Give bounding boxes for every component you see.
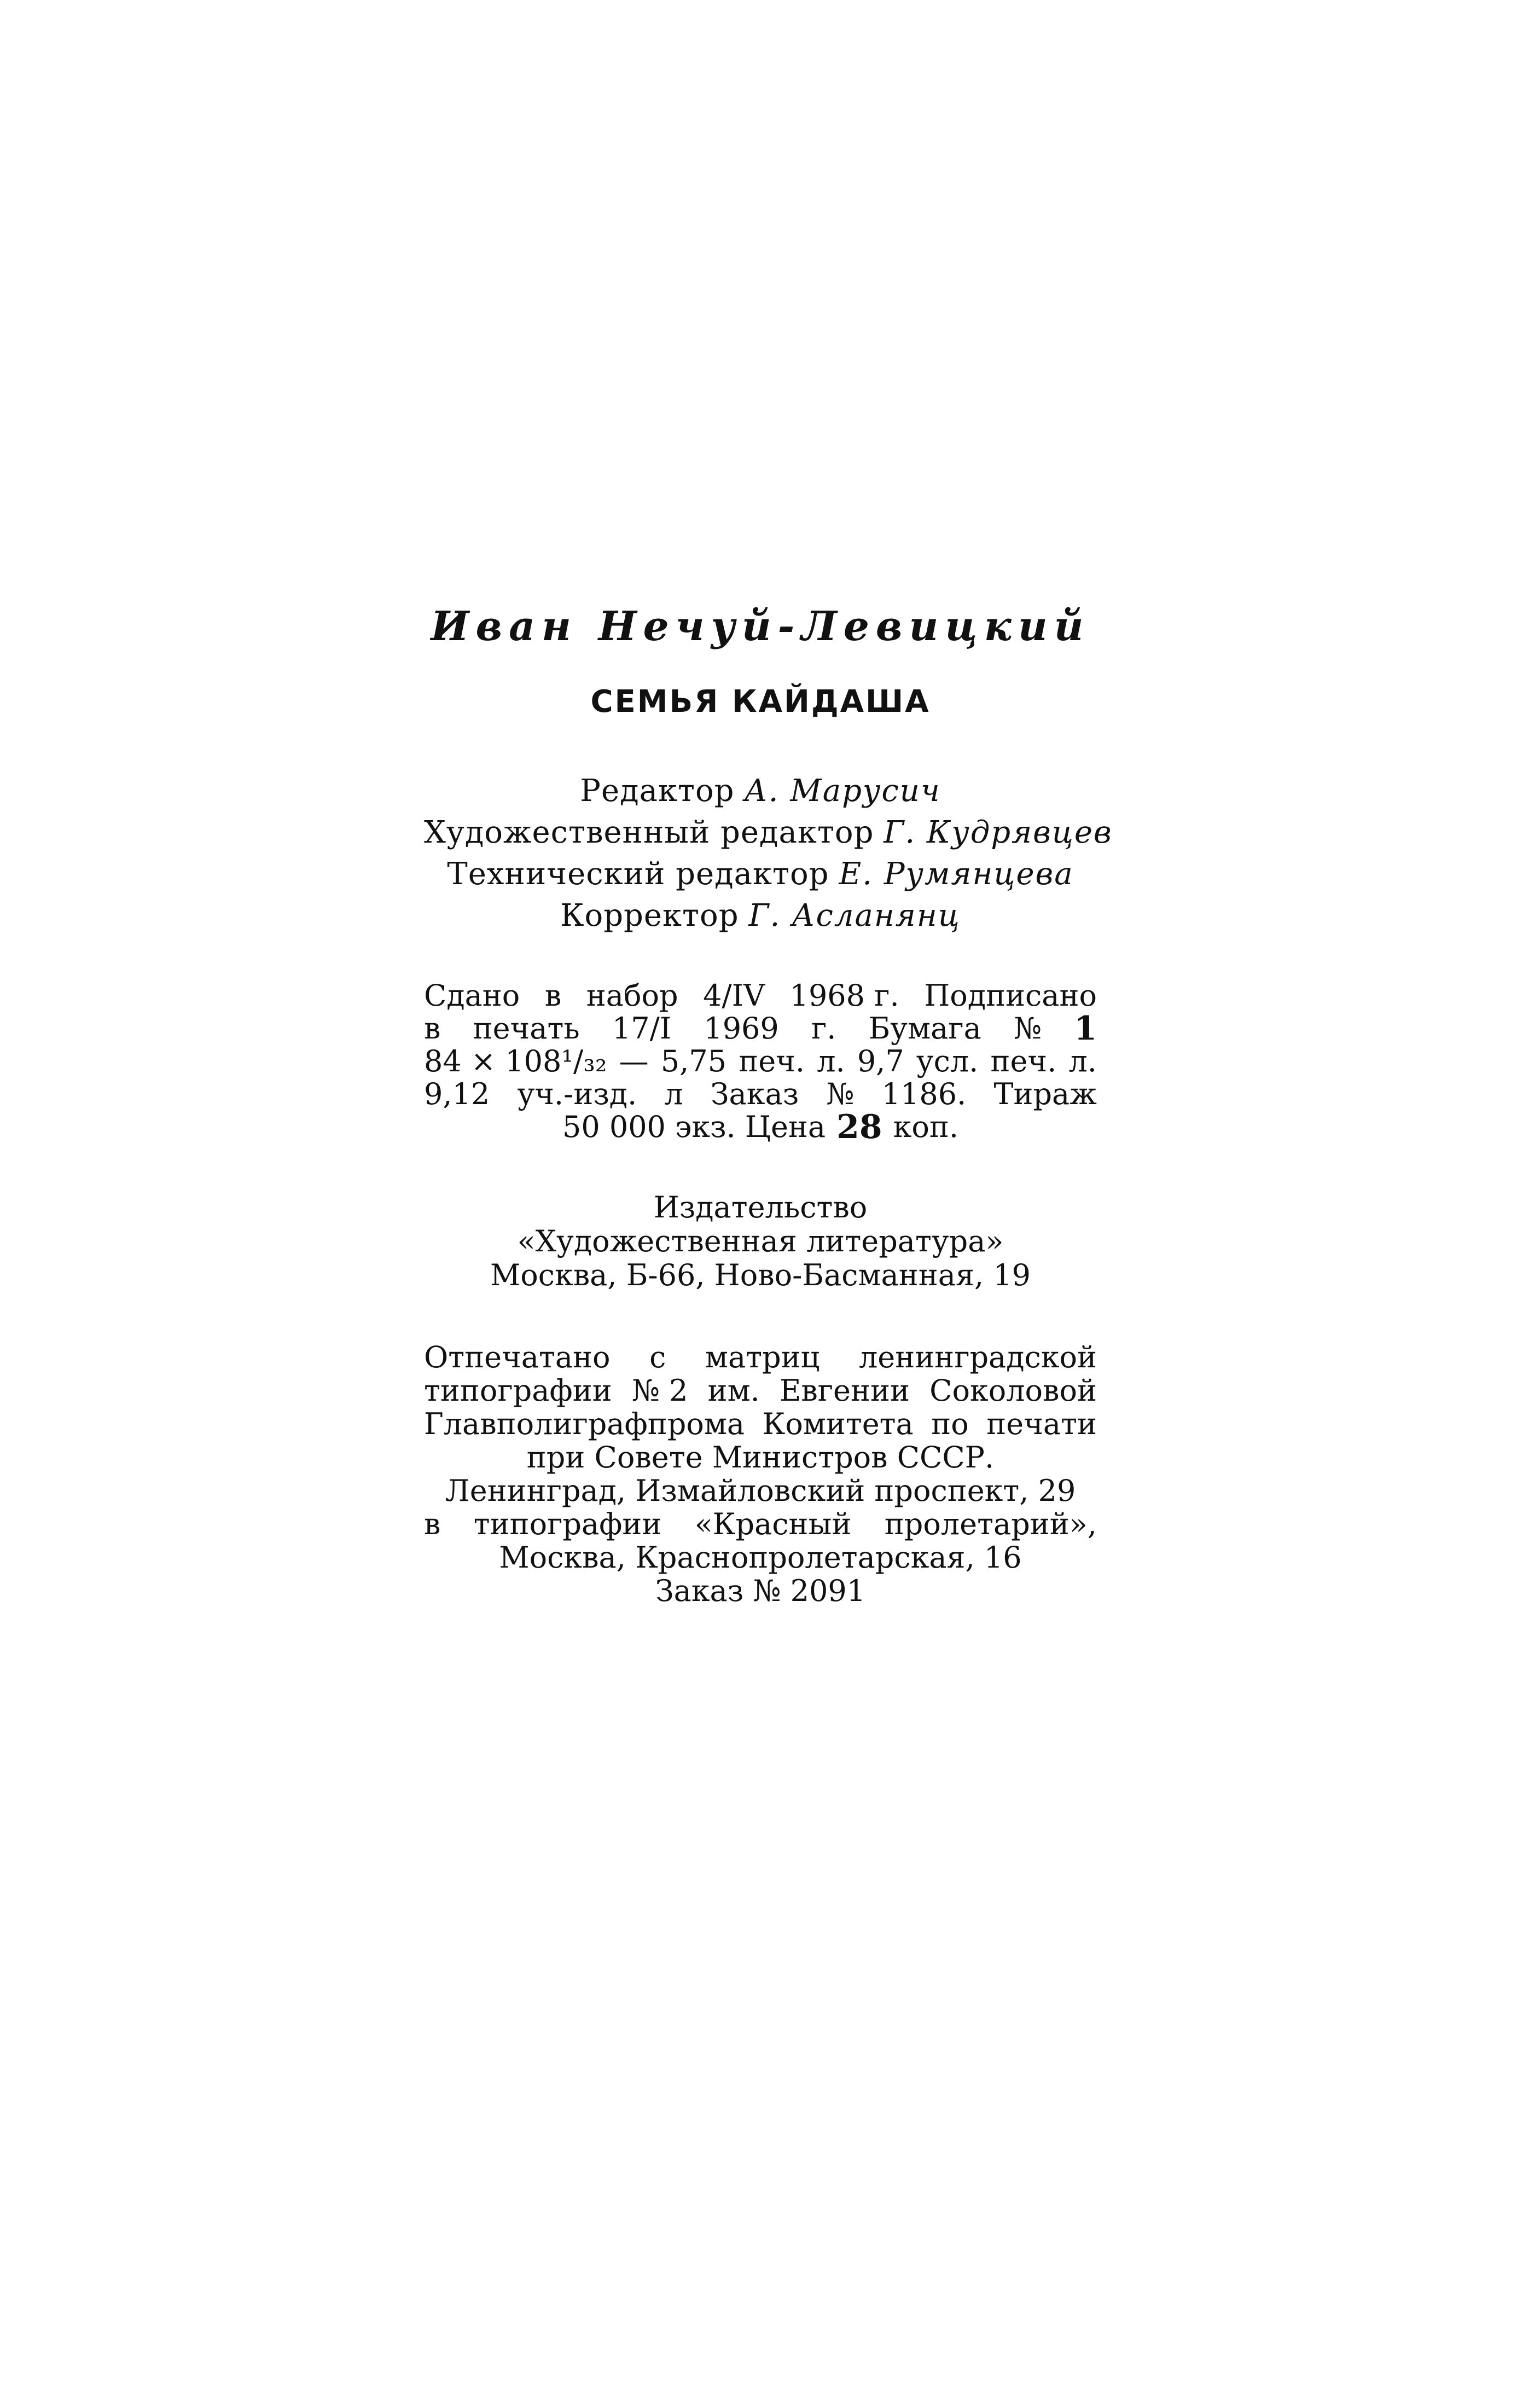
- printing-line-4: при Совете Министров СССР.: [526, 1440, 995, 1475]
- spec-word: в: [544, 978, 562, 1013]
- specs-line-5: [424, 1108, 1097, 1146]
- printing-word: ленинградской: [858, 1340, 1097, 1374]
- specs-line-4: [424, 1078, 1097, 1111]
- spec-text: коп.: [893, 1110, 959, 1144]
- credit-person: Е. Румянцева: [839, 856, 1074, 892]
- spec-word: л: [664, 1077, 683, 1111]
- spec-word: 9,7: [857, 1044, 904, 1078]
- printing-word: печати: [986, 1407, 1097, 1441]
- spec-word: 5,75: [660, 1044, 727, 1078]
- publisher-label: Издательство: [653, 1190, 868, 1225]
- spec-word: набор: [586, 978, 678, 1013]
- credit-technical-editor: [424, 854, 1097, 895]
- printing-order-number: Заказ № 2091: [655, 1574, 866, 1608]
- specs-line-2: [424, 1009, 1097, 1048]
- credit-role: Технический редактор: [447, 856, 829, 892]
- printing-word: типографии: [473, 1507, 662, 1541]
- printing-line-3: [424, 1407, 1097, 1441]
- credit-person: А. Марусич: [744, 773, 941, 809]
- spec-word: усл.: [916, 1044, 979, 1078]
- printing-word: «Красный: [694, 1507, 852, 1541]
- publisher-block: [424, 1191, 1097, 1292]
- price-value: 28: [836, 1108, 882, 1146]
- spec-word: 17/I: [612, 1011, 672, 1046]
- spec-word: 1969: [704, 1011, 779, 1046]
- printing-word: матриц: [705, 1340, 820, 1374]
- printing-word: с: [649, 1340, 666, 1374]
- printing-word: Главполиграфпрома: [424, 1407, 745, 1441]
- spec-word: л.: [817, 1044, 845, 1078]
- print-specifications: [424, 979, 1097, 1144]
- printing-word: в: [424, 1507, 441, 1541]
- printing-word: Отпечатано: [424, 1340, 611, 1374]
- printing-line-5: Ленинград, Измайловский проспект, 29: [445, 1473, 1076, 1508]
- spec-word: 1968 г.: [789, 978, 899, 1013]
- credits-list: [424, 770, 1113, 937]
- spec-word: л.: [1068, 1044, 1097, 1078]
- printing-word: типографии: [424, 1373, 612, 1408]
- printing-line-6: [424, 1507, 1097, 1541]
- spec-word: 1186.: [881, 1077, 967, 1111]
- spec-word: 84 × 108¹/₃₂: [424, 1044, 607, 1078]
- spec-word: №: [1013, 1011, 1042, 1046]
- credit-role: Корректор: [560, 898, 739, 933]
- book-title: СЕМЬЯ КАЙДАША: [590, 684, 931, 720]
- credit-person: Г. Кудрявцев: [884, 815, 1113, 850]
- printing-word: Евгении: [779, 1373, 910, 1408]
- specs-line-3: [424, 1045, 1097, 1078]
- printing-word: Соколовой: [929, 1373, 1097, 1408]
- printing-block: [424, 1341, 1097, 1608]
- printing-line-1: [424, 1341, 1097, 1374]
- credit-editor: [424, 770, 1097, 812]
- credit-art-editor: [424, 812, 1113, 854]
- spec-word: печ.: [990, 1044, 1057, 1078]
- printing-line-2: [424, 1374, 1097, 1407]
- printing-word: пролетарий»,: [884, 1507, 1097, 1541]
- spec-word: в: [424, 1011, 441, 1046]
- spec-word: №: [826, 1077, 855, 1111]
- paper-number: 1: [1074, 1009, 1097, 1048]
- spec-word: г.: [811, 1011, 836, 1046]
- spec-word: уч.-изд.: [517, 1077, 637, 1111]
- spec-word: 4/IV: [703, 978, 765, 1013]
- spec-word: печ.: [739, 1044, 805, 1078]
- spec-word: печать: [473, 1011, 580, 1046]
- printing-word: им.: [707, 1373, 760, 1408]
- author-name: Иван Нечуй-Левицкий: [431, 603, 1090, 650]
- printing-line-7: Москва, Краснопролетарская, 16: [499, 1540, 1022, 1575]
- credit-role: Редактор: [580, 773, 735, 809]
- credit-person: Г. Асланянц: [748, 898, 961, 933]
- printing-word: по: [931, 1407, 969, 1441]
- spec-text: 50 000 экз. Цена: [562, 1110, 826, 1144]
- credit-role: Художественный редактор: [424, 815, 874, 850]
- spec-word: —: [619, 1044, 649, 1078]
- spec-word: Заказ: [710, 1077, 799, 1111]
- imprint-block: [424, 602, 1113, 1608]
- spec-word: Тираж: [993, 1077, 1097, 1111]
- credit-proofreader: [424, 895, 1097, 937]
- printing-word: Комитета: [762, 1407, 914, 1441]
- specs-line-1: [424, 979, 1097, 1012]
- printing-word: № 2: [631, 1373, 688, 1408]
- spec-word: Бумага: [868, 1011, 981, 1046]
- spec-word: Подписано: [924, 978, 1097, 1013]
- publisher-name: «Художественная литература»: [517, 1224, 1004, 1258]
- spec-word: Сдано: [424, 978, 520, 1013]
- spec-word: 9,12: [424, 1077, 490, 1111]
- publisher-address: Москва, Б-66, Ново-Басманная, 19: [490, 1258, 1031, 1292]
